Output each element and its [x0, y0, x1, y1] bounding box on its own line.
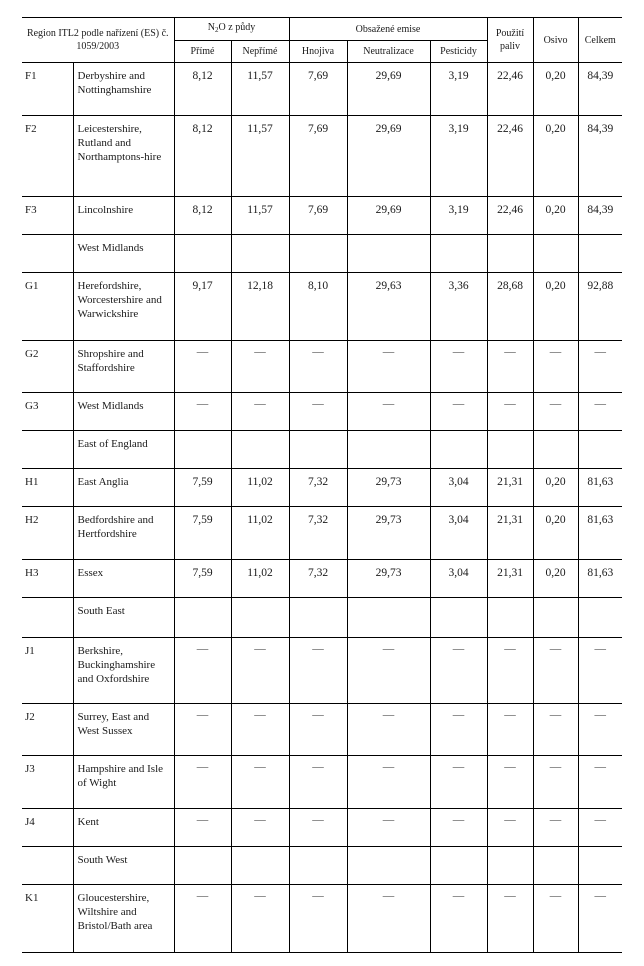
value-seed: — — [533, 756, 578, 809]
value-fuel — [487, 847, 533, 885]
region-name: Essex — [73, 560, 174, 598]
value-pesticides: — — [430, 756, 487, 809]
region-name: Gloucestershire, Wiltshire and Bristol/Bath area — [73, 885, 174, 953]
value-indirect: — — [231, 704, 289, 756]
value-pesticides: — — [430, 885, 487, 953]
region-code: H2 — [22, 507, 73, 560]
value-indirect — [231, 847, 289, 885]
value-direct — [174, 235, 231, 273]
value-indirect: 11,57 — [231, 116, 289, 197]
value-fuel: — — [487, 341, 533, 393]
table-row — [22, 507, 622, 560]
value-fertilisers: 8,10 — [289, 273, 347, 341]
table-row — [22, 847, 622, 885]
value-seed: — — [533, 393, 578, 431]
table-row — [22, 63, 622, 116]
header-neutralisation: Neutralizace — [347, 41, 430, 63]
value-fertilisers: 7,32 — [289, 560, 347, 598]
table-row — [22, 431, 622, 469]
value-fuel: — — [487, 809, 533, 847]
value-total: — — [578, 704, 622, 756]
value-direct: — — [174, 638, 231, 704]
value-fertilisers — [289, 431, 347, 469]
value-neutralisation: 29,69 — [347, 116, 430, 197]
value-pesticides: — — [430, 393, 487, 431]
value-seed: 0,20 — [533, 507, 578, 560]
value-direct: — — [174, 756, 231, 809]
value-seed — [533, 598, 578, 638]
value-fertilisers: 7,69 — [289, 197, 347, 235]
value-fuel: — — [487, 756, 533, 809]
value-fertilisers: — — [289, 341, 347, 393]
value-neutralisation: — — [347, 341, 430, 393]
value-direct: 8,12 — [174, 197, 231, 235]
value-pesticides: — — [430, 704, 487, 756]
value-fuel — [487, 431, 533, 469]
value-fertilisers: — — [289, 809, 347, 847]
value-total: 84,39 — [578, 116, 622, 197]
value-direct: 9,17 — [174, 273, 231, 341]
value-total: 92,88 — [578, 273, 622, 341]
table-row — [22, 469, 622, 507]
value-indirect: — — [231, 756, 289, 809]
value-fertilisers — [289, 598, 347, 638]
value-fertilisers: — — [289, 756, 347, 809]
header-seed: Osivo — [533, 18, 578, 63]
value-neutralisation — [347, 431, 430, 469]
region-name: Shropshire and Staffordshire — [73, 341, 174, 393]
value-total: — — [578, 809, 622, 847]
table-row — [22, 341, 622, 393]
header-fertilisers: Hnojiva — [289, 41, 347, 63]
header-fuel: Použití paliv — [487, 18, 533, 63]
region-code: H1 — [22, 469, 73, 507]
value-indirect: — — [231, 885, 289, 953]
value-indirect: — — [231, 809, 289, 847]
value-fuel: — — [487, 704, 533, 756]
value-fertilisers: 7,69 — [289, 63, 347, 116]
table-row — [22, 638, 622, 704]
value-pesticides: 3,19 — [430, 197, 487, 235]
region-code: J4 — [22, 809, 73, 847]
header-n2o-group: $N_2O$ z půdy — [174, 18, 289, 41]
value-fertilisers: — — [289, 704, 347, 756]
value-pesticides: 3,04 — [430, 507, 487, 560]
table-row — [22, 560, 622, 598]
value-direct: 8,12 — [174, 63, 231, 116]
value-fertilisers — [289, 235, 347, 273]
region-name: Bedfordshire and Hertfordshire — [73, 507, 174, 560]
value-pesticides: — — [430, 638, 487, 704]
value-neutralisation: 29,69 — [347, 63, 430, 116]
table-row — [22, 885, 622, 953]
value-pesticides: 3,19 — [430, 63, 487, 116]
value-seed — [533, 431, 578, 469]
value-pesticides: 3,36 — [430, 273, 487, 341]
value-indirect: 11,57 — [231, 63, 289, 116]
value-total: — — [578, 756, 622, 809]
value-fuel: 21,31 — [487, 560, 533, 598]
value-fertilisers: 7,69 — [289, 116, 347, 197]
value-total: 81,63 — [578, 507, 622, 560]
value-total: 84,39 — [578, 197, 622, 235]
header-pesticides: Pesticidy — [430, 41, 487, 63]
value-total: — — [578, 885, 622, 953]
value-neutralisation: 29,69 — [347, 197, 430, 235]
value-fuel: — — [487, 885, 533, 953]
value-neutralisation: — — [347, 809, 430, 847]
value-fuel: 28,68 — [487, 273, 533, 341]
value-total: 81,63 — [578, 560, 622, 598]
value-seed — [533, 847, 578, 885]
value-total: — — [578, 393, 622, 431]
region-code: J3 — [22, 756, 73, 809]
value-indirect: 11,57 — [231, 197, 289, 235]
value-direct: 7,59 — [174, 507, 231, 560]
region-code: F2 — [22, 116, 73, 197]
value-fuel: 21,31 — [487, 507, 533, 560]
value-direct: — — [174, 885, 231, 953]
value-seed: 0,20 — [533, 116, 578, 197]
value-seed: — — [533, 885, 578, 953]
emissions-table — [22, 17, 622, 953]
value-indirect — [231, 235, 289, 273]
table-row — [22, 756, 622, 809]
region-name: Kent — [73, 809, 174, 847]
region-name: Lincolnshire — [73, 197, 174, 235]
value-pesticides: — — [430, 809, 487, 847]
value-seed: 0,20 — [533, 560, 578, 598]
value-indirect: 12,18 — [231, 273, 289, 341]
value-fuel — [487, 598, 533, 638]
value-fertilisers — [289, 847, 347, 885]
value-fuel: 22,46 — [487, 116, 533, 197]
value-total: 81,63 — [578, 469, 622, 507]
value-fertilisers: 7,32 — [289, 469, 347, 507]
region-code — [22, 431, 73, 469]
table-row — [22, 704, 622, 756]
value-neutralisation: 29,73 — [347, 507, 430, 560]
region-code: K1 — [22, 885, 73, 953]
value-total: — — [578, 638, 622, 704]
header-indirect: Nepřímé — [231, 41, 289, 63]
region-code — [22, 235, 73, 273]
region-code: G3 — [22, 393, 73, 431]
value-indirect: 11,02 — [231, 507, 289, 560]
value-total: — — [578, 341, 622, 393]
value-total — [578, 431, 622, 469]
value-pesticides: 3,04 — [430, 560, 487, 598]
value-direct: 8,12 — [174, 116, 231, 197]
header-embedded-group: Obsažené emise — [289, 18, 487, 41]
value-neutralisation: — — [347, 704, 430, 756]
value-indirect — [231, 598, 289, 638]
value-seed: 0,20 — [533, 197, 578, 235]
header-region: Region ITL2 podle nařízení (ES) č. 1059/2003 — [22, 18, 174, 63]
value-seed: — — [533, 704, 578, 756]
value-neutralisation: — — [347, 393, 430, 431]
value-seed: 0,20 — [533, 273, 578, 341]
value-direct: — — [174, 809, 231, 847]
value-seed: — — [533, 341, 578, 393]
table-row — [22, 393, 622, 431]
region-name: Herefordshire, Worcestershire and Warwickshire — [73, 273, 174, 341]
value-seed: — — [533, 809, 578, 847]
table-row — [22, 235, 622, 273]
region-code: J2 — [22, 704, 73, 756]
value-seed: 0,20 — [533, 63, 578, 116]
table-row — [22, 116, 622, 197]
table-row — [22, 809, 622, 847]
region-name: East Anglia — [73, 469, 174, 507]
value-pesticides — [430, 431, 487, 469]
value-fuel: — — [487, 393, 533, 431]
value-pesticides: 3,04 — [430, 469, 487, 507]
value-indirect: 11,02 — [231, 560, 289, 598]
region-code: J1 — [22, 638, 73, 704]
region-code: F3 — [22, 197, 73, 235]
value-fertilisers: — — [289, 885, 347, 953]
value-direct: — — [174, 393, 231, 431]
value-fuel: 22,46 — [487, 197, 533, 235]
value-pesticides: — — [430, 341, 487, 393]
table-row — [22, 598, 622, 638]
value-neutralisation: 29,63 — [347, 273, 430, 341]
table-row — [22, 273, 622, 341]
value-fertilisers: — — [289, 393, 347, 431]
value-direct: 7,59 — [174, 469, 231, 507]
value-direct — [174, 431, 231, 469]
region-name: South East — [73, 598, 174, 638]
value-total — [578, 847, 622, 885]
value-seed: 0,20 — [533, 469, 578, 507]
value-pesticides: 3,19 — [430, 116, 487, 197]
value-neutralisation: 29,73 — [347, 560, 430, 598]
value-fuel: — — [487, 638, 533, 704]
region-name: West Midlands — [73, 235, 174, 273]
value-pesticides — [430, 847, 487, 885]
value-fuel: 22,46 — [487, 63, 533, 116]
value-fertilisers: — — [289, 638, 347, 704]
value-fuel — [487, 235, 533, 273]
value-pesticides — [430, 598, 487, 638]
region-code: G2 — [22, 341, 73, 393]
region-name: Surrey, East and West Sussex — [73, 704, 174, 756]
value-total — [578, 598, 622, 638]
value-direct — [174, 598, 231, 638]
region-code: H3 — [22, 560, 73, 598]
header-total: Celkem — [578, 18, 622, 63]
value-neutralisation: — — [347, 756, 430, 809]
region-name: Derbyshire and Nottinghamshire — [73, 63, 174, 116]
region-code — [22, 847, 73, 885]
value-pesticides — [430, 235, 487, 273]
header-direct: Přímé — [174, 41, 231, 63]
value-total — [578, 235, 622, 273]
region-code — [22, 598, 73, 638]
value-direct — [174, 847, 231, 885]
value-fuel: 21,31 — [487, 469, 533, 507]
value-direct: 7,59 — [174, 560, 231, 598]
value-neutralisation: — — [347, 885, 430, 953]
value-neutralisation: — — [347, 638, 430, 704]
value-neutralisation: 29,73 — [347, 469, 430, 507]
table-row — [22, 197, 622, 235]
value-indirect: — — [231, 638, 289, 704]
value-neutralisation — [347, 598, 430, 638]
value-indirect — [231, 431, 289, 469]
region-name: Leicestershire, Rutland and Northamptons-hire — [73, 116, 174, 197]
region-code: G1 — [22, 273, 73, 341]
value-neutralisation — [347, 847, 430, 885]
region-name: West Midlands — [73, 393, 174, 431]
value-indirect: — — [231, 341, 289, 393]
value-fertilisers: 7,32 — [289, 507, 347, 560]
value-seed: — — [533, 638, 578, 704]
value-direct: — — [174, 341, 231, 393]
value-seed — [533, 235, 578, 273]
region-name: Hampshire and Isle of Wight — [73, 756, 174, 809]
region-name: East of England — [73, 431, 174, 469]
value-total: 84,39 — [578, 63, 622, 116]
value-indirect: 11,02 — [231, 469, 289, 507]
region-name: Berkshire, Buckinghamshire and Oxfordshire — [73, 638, 174, 704]
value-direct: — — [174, 704, 231, 756]
region-name: South West — [73, 847, 174, 885]
value-indirect: — — [231, 393, 289, 431]
value-neutralisation — [347, 235, 430, 273]
region-code: F1 — [22, 63, 73, 116]
